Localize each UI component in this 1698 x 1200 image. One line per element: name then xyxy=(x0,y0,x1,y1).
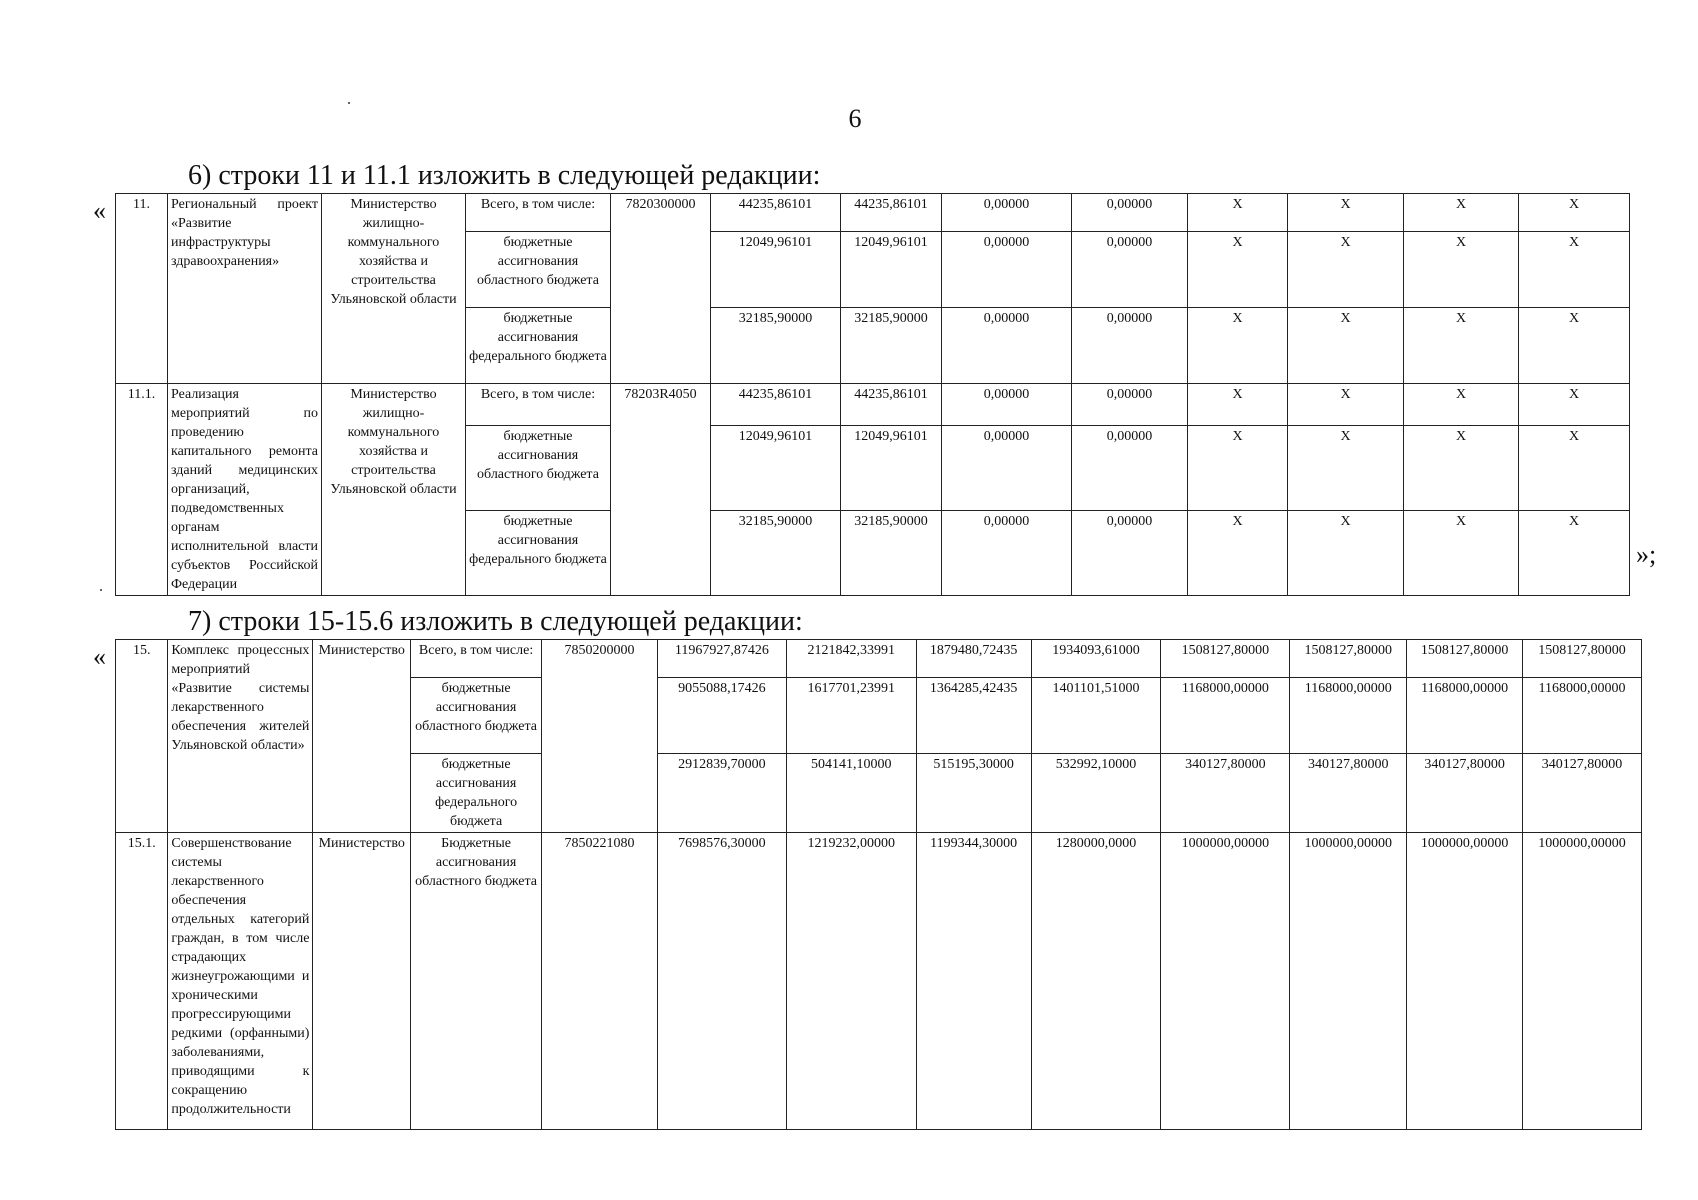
value-cell: 1219232,00000 xyxy=(786,833,916,1130)
value-cell: X xyxy=(1519,426,1630,511)
value-cell: 1401101,51000 xyxy=(1031,678,1161,754)
value-cell: 1617701,23991 xyxy=(786,678,916,754)
event-name: Региональный проект «Развитие инфраструктуры здравоохранения» xyxy=(168,194,322,384)
value-cell: 340127,80000 xyxy=(1290,754,1407,833)
row-number: 11. xyxy=(116,194,168,384)
value-cell: 1879480,72435 xyxy=(916,640,1031,678)
value-cell: 32185,90000 xyxy=(711,308,841,384)
value-cell: 1508127,80000 xyxy=(1290,640,1407,678)
value-cell: 1168000,00000 xyxy=(1161,678,1290,754)
value-cell: 0,00000 xyxy=(1072,511,1188,596)
value-cell: X xyxy=(1519,308,1630,384)
value-cell: X xyxy=(1288,232,1404,308)
value-cell: 0,00000 xyxy=(1072,194,1188,232)
opening-quote-7: « xyxy=(93,642,106,671)
value-cell: 32185,90000 xyxy=(841,308,942,384)
row-number: 15. xyxy=(116,640,168,833)
value-cell: 0,00000 xyxy=(942,511,1072,596)
executor: Министерство xyxy=(313,833,411,1130)
funding-source: бюджетные ассигнования федерального бюджета xyxy=(466,308,611,384)
value-cell: 532992,10000 xyxy=(1031,754,1161,833)
value-cell: 515195,30000 xyxy=(916,754,1031,833)
budget-code: 7820300000 xyxy=(611,194,711,384)
row-number: 15.1. xyxy=(116,833,168,1130)
section-6-heading: 6) строки 11 и 11.1 изложить в следующей редакции: xyxy=(188,160,821,191)
table-row xyxy=(116,640,1642,678)
funding-source: Всего, в том числе: xyxy=(466,194,611,232)
value-cell: 1000000,00000 xyxy=(1161,833,1290,1130)
value-cell: X xyxy=(1519,384,1630,426)
value-cell: 340127,80000 xyxy=(1523,754,1642,833)
row-number: 11.1. xyxy=(116,384,168,596)
value-cell: X xyxy=(1188,384,1288,426)
value-cell: X xyxy=(1288,384,1404,426)
value-cell: 44235,86101 xyxy=(711,194,841,232)
page-number: 6 xyxy=(848,104,862,133)
value-cell: 0,00000 xyxy=(942,426,1072,511)
value-cell: 44235,86101 xyxy=(841,384,942,426)
value-cell: 340127,80000 xyxy=(1407,754,1523,833)
value-cell: 0,00000 xyxy=(942,232,1072,308)
value-cell: 1168000,00000 xyxy=(1290,678,1407,754)
value-cell: 11967927,87426 xyxy=(657,640,786,678)
executor: Министерство жилищно-коммунального хозяйства и строительства Ульяновской области xyxy=(322,384,466,596)
value-cell: X xyxy=(1404,194,1519,232)
value-cell: X xyxy=(1288,194,1404,232)
value-cell: 340127,80000 xyxy=(1161,754,1290,833)
value-cell: 1934093,61000 xyxy=(1031,640,1161,678)
value-cell: 1508127,80000 xyxy=(1407,640,1523,678)
value-cell: 12049,96101 xyxy=(841,426,942,511)
value-cell: X xyxy=(1188,426,1288,511)
funding-source: бюджетные ассигнования федерального бюджета xyxy=(411,754,542,833)
value-cell: X xyxy=(1288,426,1404,511)
value-cell: 0,00000 xyxy=(1072,384,1188,426)
value-cell: X xyxy=(1188,511,1288,596)
value-cell: 504141,10000 xyxy=(786,754,916,833)
value-cell: 1000000,00000 xyxy=(1407,833,1523,1130)
value-cell: X xyxy=(1519,511,1630,596)
value-cell: 12049,96101 xyxy=(841,232,942,308)
value-cell: 32185,90000 xyxy=(711,511,841,596)
event-name: Совершенствование системы лекарственного обеспечения отдельных категорий граждан, в том числе страдающих жизнеугрожающими и хроническими прогрессирующими редкими (орфанными) заболеваниями, приводящими к сокращению продолжительности xyxy=(168,833,313,1130)
funding-source: бюджетные ассигнования областного бюджета xyxy=(466,426,611,511)
section-7-heading: 7) строки 15-15.6 изложить в следующей редакции: xyxy=(188,606,803,637)
value-cell: X xyxy=(1288,308,1404,384)
value-cell: X xyxy=(1519,232,1630,308)
value-cell: 1280000,0000 xyxy=(1031,833,1161,1130)
funding-source: Бюджетные ассигнования областного бюджета xyxy=(411,833,542,1130)
value-cell: 32185,90000 xyxy=(841,511,942,596)
funding-source: бюджетные ассигнования федерального бюджета xyxy=(466,511,611,596)
value-cell: 0,00000 xyxy=(1072,232,1188,308)
value-cell: 2912839,70000 xyxy=(657,754,786,833)
funding-source: Всего, в том числе: xyxy=(466,384,611,426)
value-cell: 0,00000 xyxy=(1072,308,1188,384)
value-cell: 1199344,30000 xyxy=(916,833,1031,1130)
value-cell: 2121842,33991 xyxy=(786,640,916,678)
value-cell: 12049,96101 xyxy=(711,426,841,511)
value-cell: 7698576,30000 xyxy=(657,833,786,1130)
closing-quote: »; xyxy=(1636,540,1657,569)
table-row xyxy=(116,833,1642,1130)
value-cell: 0,00000 xyxy=(942,194,1072,232)
value-cell: X xyxy=(1288,511,1404,596)
value-cell: 44235,86101 xyxy=(711,384,841,426)
table-rows-15 xyxy=(115,639,1642,1130)
value-cell: X xyxy=(1404,308,1519,384)
scan-speck xyxy=(348,102,350,104)
opening-quote-6: « xyxy=(93,196,106,225)
value-cell: 44235,86101 xyxy=(841,194,942,232)
value-cell: 1168000,00000 xyxy=(1523,678,1642,754)
funding-source: Всего, в том числе: xyxy=(411,640,542,678)
value-cell: X xyxy=(1404,511,1519,596)
value-cell: X xyxy=(1519,194,1630,232)
table-rows-11 xyxy=(115,193,1630,596)
value-cell: 1000000,00000 xyxy=(1290,833,1407,1130)
funding-source: бюджетные ассигнования областного бюджета xyxy=(466,232,611,308)
scan-speck xyxy=(100,589,102,591)
table-row xyxy=(116,384,1630,426)
table-row xyxy=(116,194,1630,232)
funding-source: бюджетные ассигнования областного бюджета xyxy=(411,678,542,754)
value-cell: 0,00000 xyxy=(942,384,1072,426)
value-cell: 0,00000 xyxy=(942,308,1072,384)
event-name: Реализация мероприятий по проведению капитального ремонта зданий медицинских организаций, подведомственных органам исполнительной власти субъектов Российской Федерации xyxy=(168,384,322,596)
value-cell: X xyxy=(1188,308,1288,384)
value-cell: 12049,96101 xyxy=(711,232,841,308)
budget-code: 7850200000 xyxy=(542,640,658,833)
executor: Министерство xyxy=(313,640,411,833)
value-cell: 9055088,17426 xyxy=(657,678,786,754)
value-cell: X xyxy=(1404,232,1519,308)
value-cell: 0,00000 xyxy=(1072,426,1188,511)
value-cell: 1168000,00000 xyxy=(1407,678,1523,754)
value-cell: X xyxy=(1404,384,1519,426)
budget-code: 78203R4050 xyxy=(611,384,711,596)
event-name: Комплекс процессных мероприятий «Развитие системы лекарственного обеспечения жителей Ульяновской области» xyxy=(168,640,313,833)
value-cell: 1364285,42435 xyxy=(916,678,1031,754)
value-cell: X xyxy=(1404,426,1519,511)
budget-code: 7850221080 xyxy=(542,833,658,1130)
executor: Министерство жилищно-коммунального хозяйства и строительства Ульяновской области xyxy=(322,194,466,384)
value-cell: 1508127,80000 xyxy=(1523,640,1642,678)
value-cell: X xyxy=(1188,194,1288,232)
value-cell: 1508127,80000 xyxy=(1161,640,1290,678)
value-cell: 1000000,00000 xyxy=(1523,833,1642,1130)
value-cell: X xyxy=(1188,232,1288,308)
